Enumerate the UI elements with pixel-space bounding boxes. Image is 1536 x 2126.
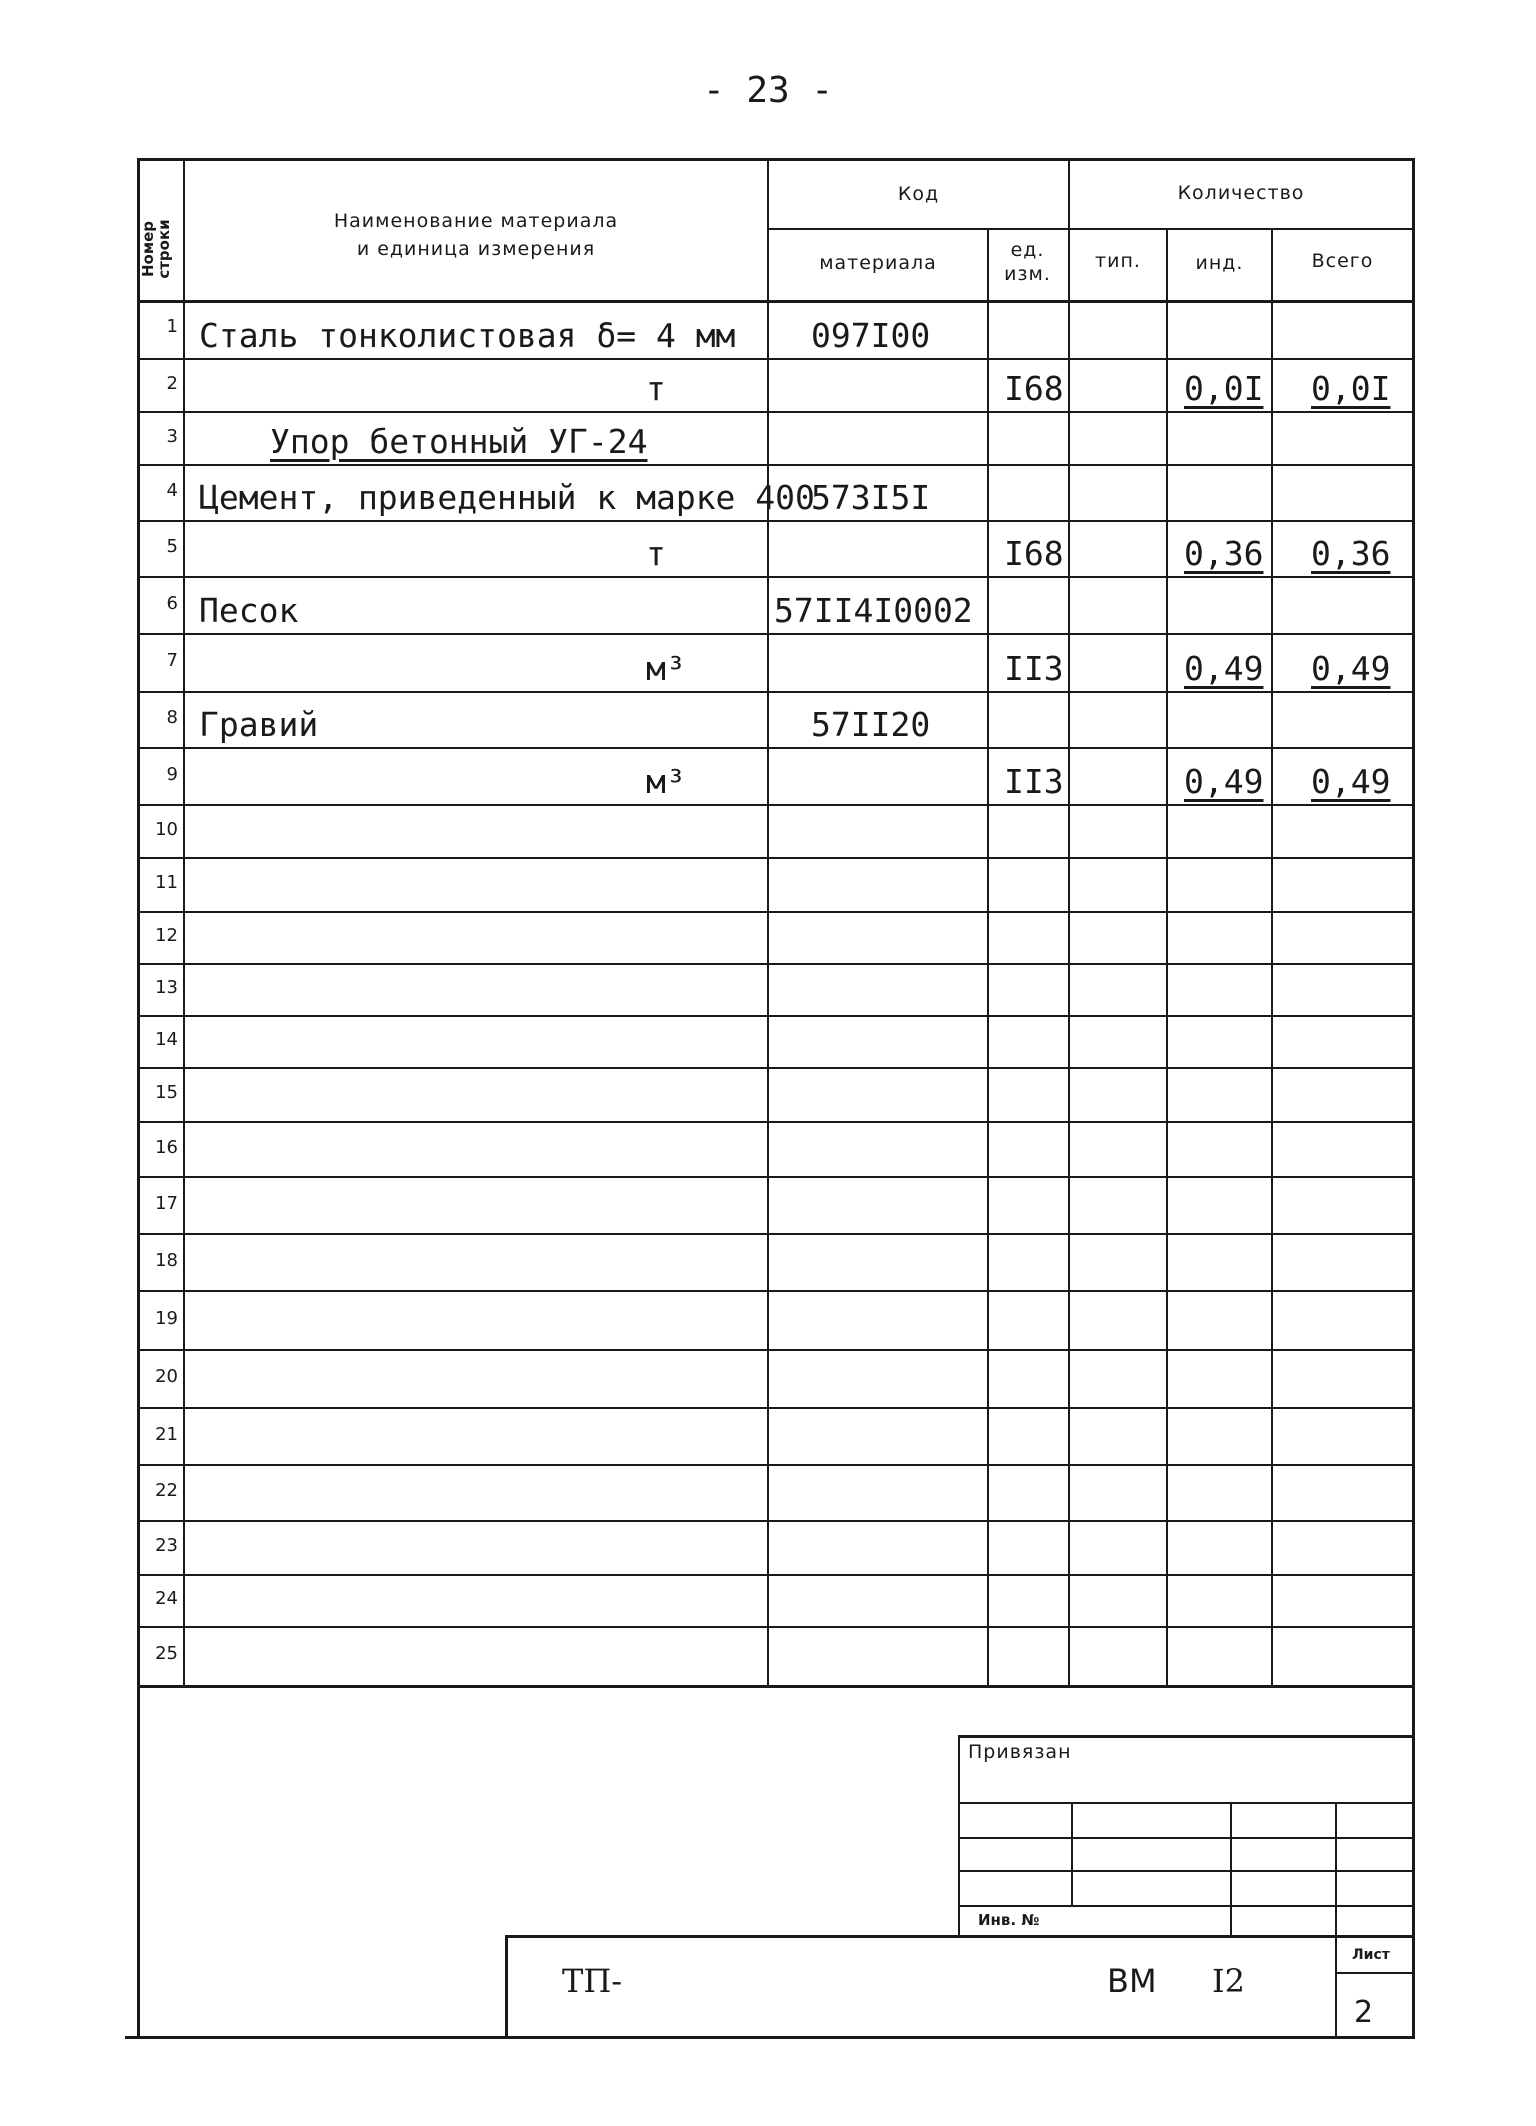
material-name-header: Наименование материала и единица измерения [333,210,619,260]
table-row [0,1522,1536,1576]
row-number: 18 [155,1249,178,1271]
quantity-group-header: Количество [1177,182,1305,204]
page-number: - 23 - [702,70,834,111]
table-row [0,806,1536,859]
quantity-ind-header: инд. [1195,252,1244,274]
row-number: 22 [155,1480,178,1501]
table-row [0,578,1536,635]
table-row [0,1576,1536,1628]
table-row [0,1235,1536,1292]
quantity-typ-header: тип. [1095,250,1141,272]
row-number: 14 [155,1029,178,1050]
quantity-ind: 0,49 [1184,649,1264,688]
table-row [0,693,1536,749]
table-row [0,1017,1536,1069]
material-name: Гравий [199,705,319,744]
quantity-total: 0,0I [1311,369,1391,408]
document-number: I2 [1212,1962,1245,2000]
table-row [0,749,1536,806]
unit-code: II3 [1004,762,1064,801]
unit-code: I68 [1004,534,1064,573]
table-row [0,1178,1536,1235]
table-row [0,1466,1536,1522]
quantity-total: 0,36 [1311,534,1391,573]
row-number: 9 [166,763,178,785]
quantity-ind: 0,0I [1184,369,1264,408]
table-row [0,1409,1536,1466]
row-number: 7 [166,650,178,671]
table-row [0,1292,1536,1351]
row-number: 20 [155,1366,178,1387]
row-number: 6 [166,592,178,614]
table-row [0,1123,1536,1178]
row-number: 10 [155,818,178,840]
table-row [0,413,1536,466]
row-number: 12 [155,925,178,946]
unit-of-measure: м³ [646,649,686,688]
quantity-total-header: Всего [1311,250,1374,272]
row-number: 2 [166,372,178,394]
row-number: 19 [155,1307,178,1329]
unit-code: I68 [1004,369,1064,408]
code-group-header: Код [897,183,940,205]
row-number: 23 [155,1535,178,1556]
quantity-ind: 0,49 [1184,762,1264,801]
table-row [0,300,1536,360]
row-number: 25 [155,1643,178,1664]
material-code: 57II4I0002 [774,591,973,630]
privyazan-label: Привязан [968,1741,1072,1763]
material-code: 57II20 [811,705,931,744]
table-row [0,522,1536,578]
row-number-header: Номер строки [139,219,173,279]
unit-of-measure: т [646,534,666,573]
table-row [0,360,1536,413]
document-code-prefix: ТП- [562,1962,623,2000]
quantity-total: 0,49 [1311,649,1391,688]
material-code: 097I00 [811,316,931,355]
material-code: 573I5I [811,478,931,517]
row-number: 1 [166,316,178,337]
row-number: 3 [166,425,178,447]
row-number: 8 [166,707,178,728]
row-number: 21 [155,1423,178,1445]
sheet-label: Лист [1352,1947,1390,1963]
row-number: 15 [155,1082,178,1103]
table-row [0,1069,1536,1123]
row-number: 13 [155,977,178,998]
quantity-ind: 0,36 [1184,534,1264,573]
material-name: Сталь тонколистовая δ= 4 мм [199,316,736,355]
table-row [0,859,1536,913]
unit-of-measure: м³ [646,762,686,801]
row-number: 5 [166,536,178,557]
document-series: ВМ [1107,1962,1157,2000]
inventory-number-label: Инв. № [978,1911,1040,1929]
unit-code: II3 [1004,649,1064,688]
unit-of-measure: т [646,369,666,408]
table-row [0,1628,1536,1686]
table-row [0,635,1536,693]
row-number: 4 [166,480,178,501]
row-number: 16 [155,1136,178,1158]
material-name: Песок [199,591,299,630]
unit-code-header: ед. изм. [1004,239,1051,285]
row-number: 17 [155,1192,178,1214]
sheet-number: 2 [1354,1995,1374,2030]
table-row [0,1351,1536,1409]
quantity-total: 0,49 [1311,762,1391,801]
table-row [0,913,1536,965]
table-row [0,466,1536,522]
row-number: 24 [155,1588,178,1609]
code-material-header: материала [819,252,937,274]
material-name: Цемент, приведенный к марке 400 [199,478,815,517]
table-row [0,965,1536,1017]
section-heading: Упор бетонный УГ-24 [270,422,648,461]
row-number: 11 [155,872,178,893]
